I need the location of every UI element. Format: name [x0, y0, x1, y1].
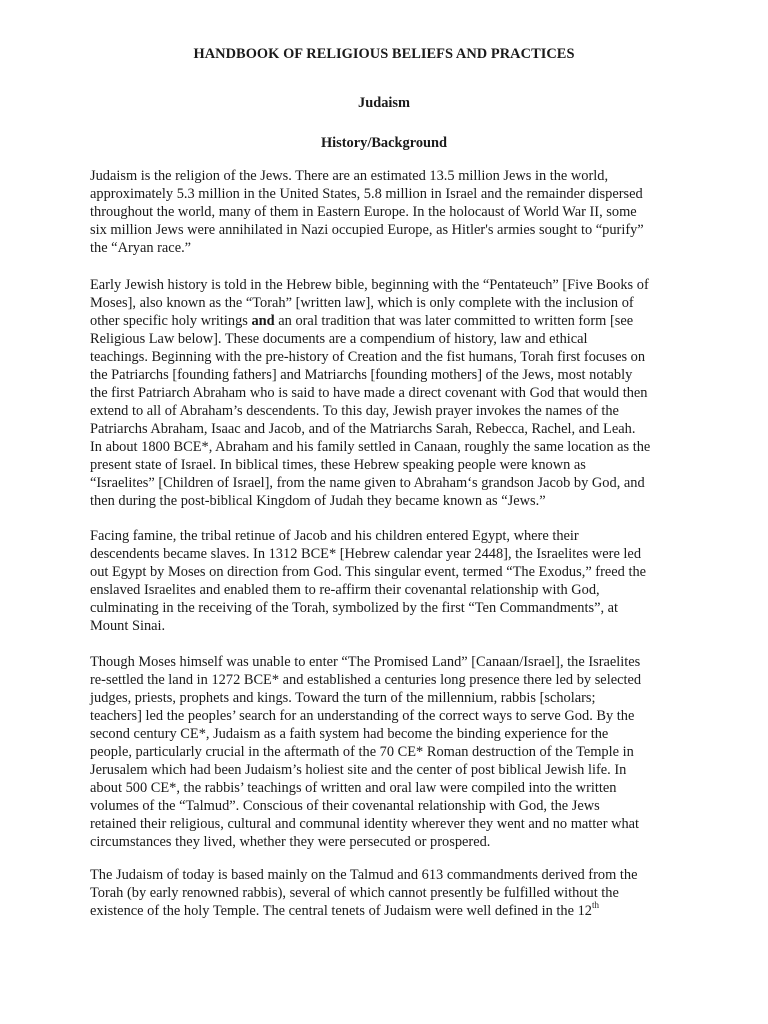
paragraph-line: retained their religious, cultural and communal identity wherever they went and no matter what	[90, 816, 640, 832]
paragraph-line: Mount Sinai.	[90, 618, 166, 634]
paragraph-line: Early Jewish history is told in the Hebrew bible, beginning with the “Pentateuch” [Five Books of	[90, 277, 649, 293]
paragraph-line: the Patriarchs [founding fathers] and Matriarchs [founding mothers] of the Jews, most notably	[90, 367, 633, 383]
paragraph-line: “Israelites” [Children of Israel], from the name given to Abraham‘s grandson Jacob by God, and	[90, 475, 645, 491]
subsection-title: History/Background	[320, 135, 448, 151]
paragraph-line: The Judaism of today is based mainly on the Talmud and 613 commandments derived from the	[90, 867, 638, 883]
paragraph	[90, 276, 690, 510]
paragraph-line: about 500 CE*, the rabbis’ teachings of written and oral law were compiled into the written	[90, 780, 617, 796]
superscript-text: th	[591, 900, 599, 911]
section-title: Judaism	[358, 95, 410, 111]
line-text: other specific holy writings	[90, 313, 252, 329]
paragraph-line: Moses], also known as the “Torah” [written law], which is only complete with the inclusion of	[90, 295, 634, 311]
emphasized-text: and	[251, 313, 275, 329]
paragraph-line: out Egypt by Moses on direction from God. This singular event, termed “The Exodus,” freed the	[90, 564, 647, 580]
paragraph-line: second century CE*, Judaism as a faith system had become the binding experience for the	[90, 726, 609, 742]
paragraph-line	[90, 902, 690, 920]
paragraph-line: Torah (by early renowned rabbis), several of which cannot presently be fulfilled without the	[90, 885, 619, 901]
paragraph-line	[90, 312, 690, 330]
paragraph-line: judges, priests, prophets and kings. Toward the turn of the millennium, rabbis [scholars;	[90, 690, 596, 706]
paragraph-line: Though Moses himself was unable to enter “The Promised Land” [Canaan/Israel], the Israelites	[90, 654, 641, 670]
paragraph-line: the first Patriarch Abraham who is said to have made a direct covenant with God that would then	[90, 385, 648, 401]
paragraph-line: Patriarchs Abraham, Isaac and Jacob, and of the Matriarchs Sarah, Rebecca, Rachel, and Leah.	[90, 421, 636, 437]
paragraph-line: Facing famine, the tribal retinue of Jacob and his children entered Egypt, where their	[90, 528, 579, 544]
paragraph	[90, 866, 690, 920]
paragraph-line: descendents became slaves. In 1312 BCE* [Hebrew calendar year 2448], the Israelites were led	[90, 546, 642, 562]
paragraph-line: In about 1800 BCE*, Abraham and his family settled in Canaan, roughly the same location as the	[90, 439, 651, 455]
document-title: HANDBOOK OF RELIGIOUS BELIEFS AND PRACTICES	[193, 46, 575, 62]
paragraph-line: people, particularly crucial in the aftermath of the 70 CE* Roman destruction of the Temple in	[90, 744, 634, 760]
paragraph	[90, 653, 690, 851]
line-text: an oral tradition that was later committed to written form [see	[274, 313, 634, 329]
paragraph-line: teachings. Beginning with the pre-history of Creation and the fist humans, Torah first focuses on	[90, 349, 646, 365]
paragraph	[90, 527, 690, 635]
line-text: existence of the holy Temple. The central tenets of Judaism were well defined in the 12	[90, 903, 592, 919]
paragraph-line: enslaved Israelites and enabled them to re-affirm their covenantal relationship with God,	[90, 582, 600, 598]
paragraph-line: extend to all of Abraham’s descendents. To this day, Jewish prayer invokes the names of the	[90, 403, 619, 419]
paragraph-line: then during the post-biblical Kingdom of Judah they became known as “Jews.”	[90, 493, 546, 509]
paragraph-line: present state of Israel. In biblical times, these Hebrew speaking people were known as	[90, 457, 586, 473]
paragraph	[90, 167, 690, 257]
paragraph-line: circumstances they lived, whether they were persecuted or prospered.	[90, 834, 491, 850]
paragraph-line: Jerusalem which had been Judaism’s holiest site and the center of post biblical Jewish life. In	[90, 762, 627, 778]
paragraph-line: throughout the world, many of them in Eastern Europe. In the holocaust of World War II, some	[90, 204, 637, 220]
paragraph-line: volumes of the “Talmud”. Conscious of their covenantal relationship with God, the Jews	[90, 798, 600, 814]
paragraph-line: approximately 5.3 million in the United States, 5.8 million in Israel and the remainder dispersed	[90, 186, 643, 202]
paragraph-line: six million Jews were annihilated in Nazi occupied Europe, as Hitler's armies sought to “purify”	[90, 222, 644, 238]
paragraph-line: culminating in the receiving of the Torah, symbolized by the first “Ten Commandments”, at	[90, 600, 619, 616]
paragraph-line: re-settled the land in 1272 BCE* and established a centuries long presence there led by selected	[90, 672, 642, 688]
paragraph-line: teachers] led the peoples’ search for an understanding of the correct ways to serve God. By the	[90, 708, 635, 724]
paragraph-line: Religious Law below]. These documents are a compendium of history, law and ethical	[90, 331, 588, 347]
paragraph-line: Judaism is the religion of the Jews. There are an estimated 13.5 million Jews in the world,	[90, 168, 609, 184]
paragraph-line: the “Aryan race.”	[90, 240, 192, 256]
